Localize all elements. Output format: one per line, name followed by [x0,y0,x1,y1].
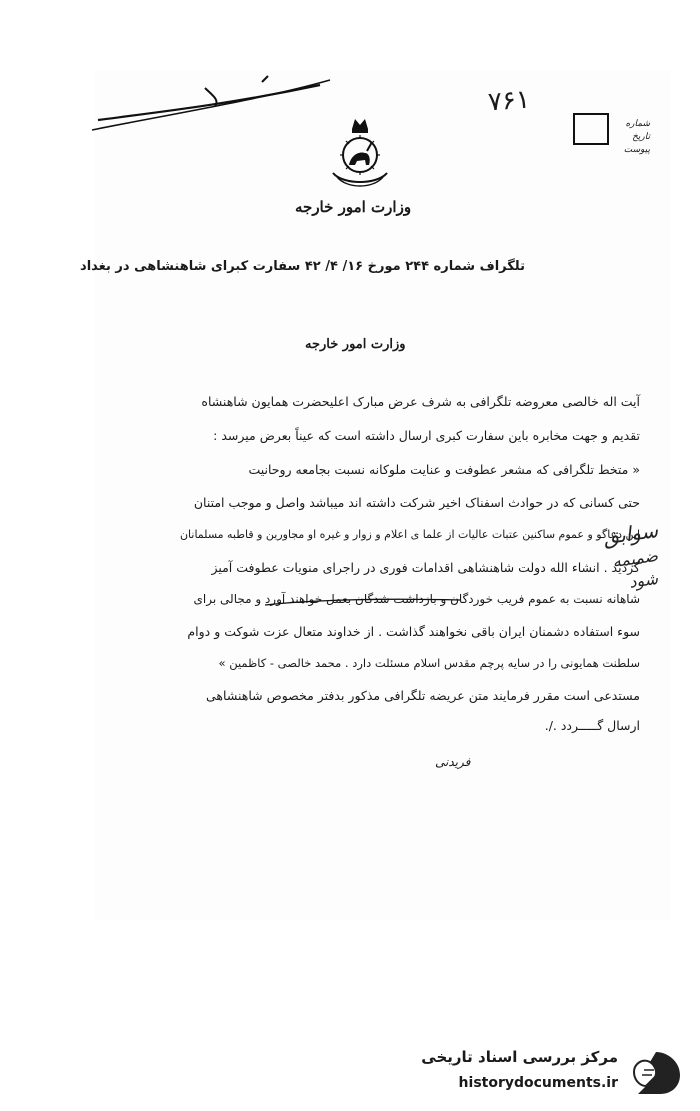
addressee: وزارت امور خارجه [305,337,406,352]
label-number: شماره [625,119,650,129]
margin-note-line: ضمیمه [611,545,660,572]
label-date: تاریخ [632,132,650,142]
body-line: این دعاگو و عموم ساکنین عتبات عالیات از علما ی اعلام و زوار و غیره او مجاورین و قاطبه مسلمانان [179,528,640,541]
body-line: سلطنت همایونی را در سایه پرچم مقدس اسلام مسئلت دارد . محمد خالصی - کاظمین » [218,656,640,670]
ministry-header: وزارت امور خارجه [295,198,412,216]
body-line: مستدعی است مقرر فرمایند متن عریضه تلگرافی مذکور بدفتر مخصوص شاهنشاهی [206,688,640,703]
body-line: آیت اله خالصی معروضه تلگرافی به شرف عرض مبارک اعلیحضرت همایون شاهنشاه [201,394,640,409]
body-line: گردید . انشاء الله دولت شاهنشاهی اقدامات فوری در راجرای منویات عطوفت آمیز [211,560,640,575]
margin-note-line: شود [627,568,660,592]
telegram-line: تلگراف شماره ۲۴۴ مورخ ۱۶/ ۴/ ۴۲ سفارت کبرای شاهنشاهی در بغداد [80,259,525,274]
handwritten-document-number: ۷۶۱ [487,84,531,118]
margin-note [598,517,660,592]
margin-note-line: سوابق [601,517,660,550]
body-line: تقدیم و جهت مخابره باین سفارت کبری ارسال داشته است که عیناً بعرض میرسد : [213,428,640,443]
body-line: شاهانه نسبت به عموم فریب خوردگان و بازداشت شدگان بعمل خواهند آورد و مجالی برای [193,592,640,606]
archive-name: مرکز بررسی اسناد تاریخی [421,1048,618,1066]
label-attachment: پیوست [623,145,650,155]
body-line: سوء استفاده دشمنان ایران باقی نخواهند گذاشت . از خداوند متعال عزت شوکت و دوام [187,624,640,639]
archive-url: historydocuments.ir [458,1075,618,1091]
signature: فریدنی [435,755,471,769]
body-line: حتی کسانی که در حوادث اسفناک اخیر شرکت داشته اند میباشد واصل و موجب امتنان [193,495,640,510]
center-logo-icon [628,1048,684,1098]
body-line: « متخط تلگرافی که مشعر عطوفت و عنایت ملوکانه نسبت بجامعه روحانیت [248,462,640,477]
body-line: ارسال گـــــردد ./. [544,718,640,733]
